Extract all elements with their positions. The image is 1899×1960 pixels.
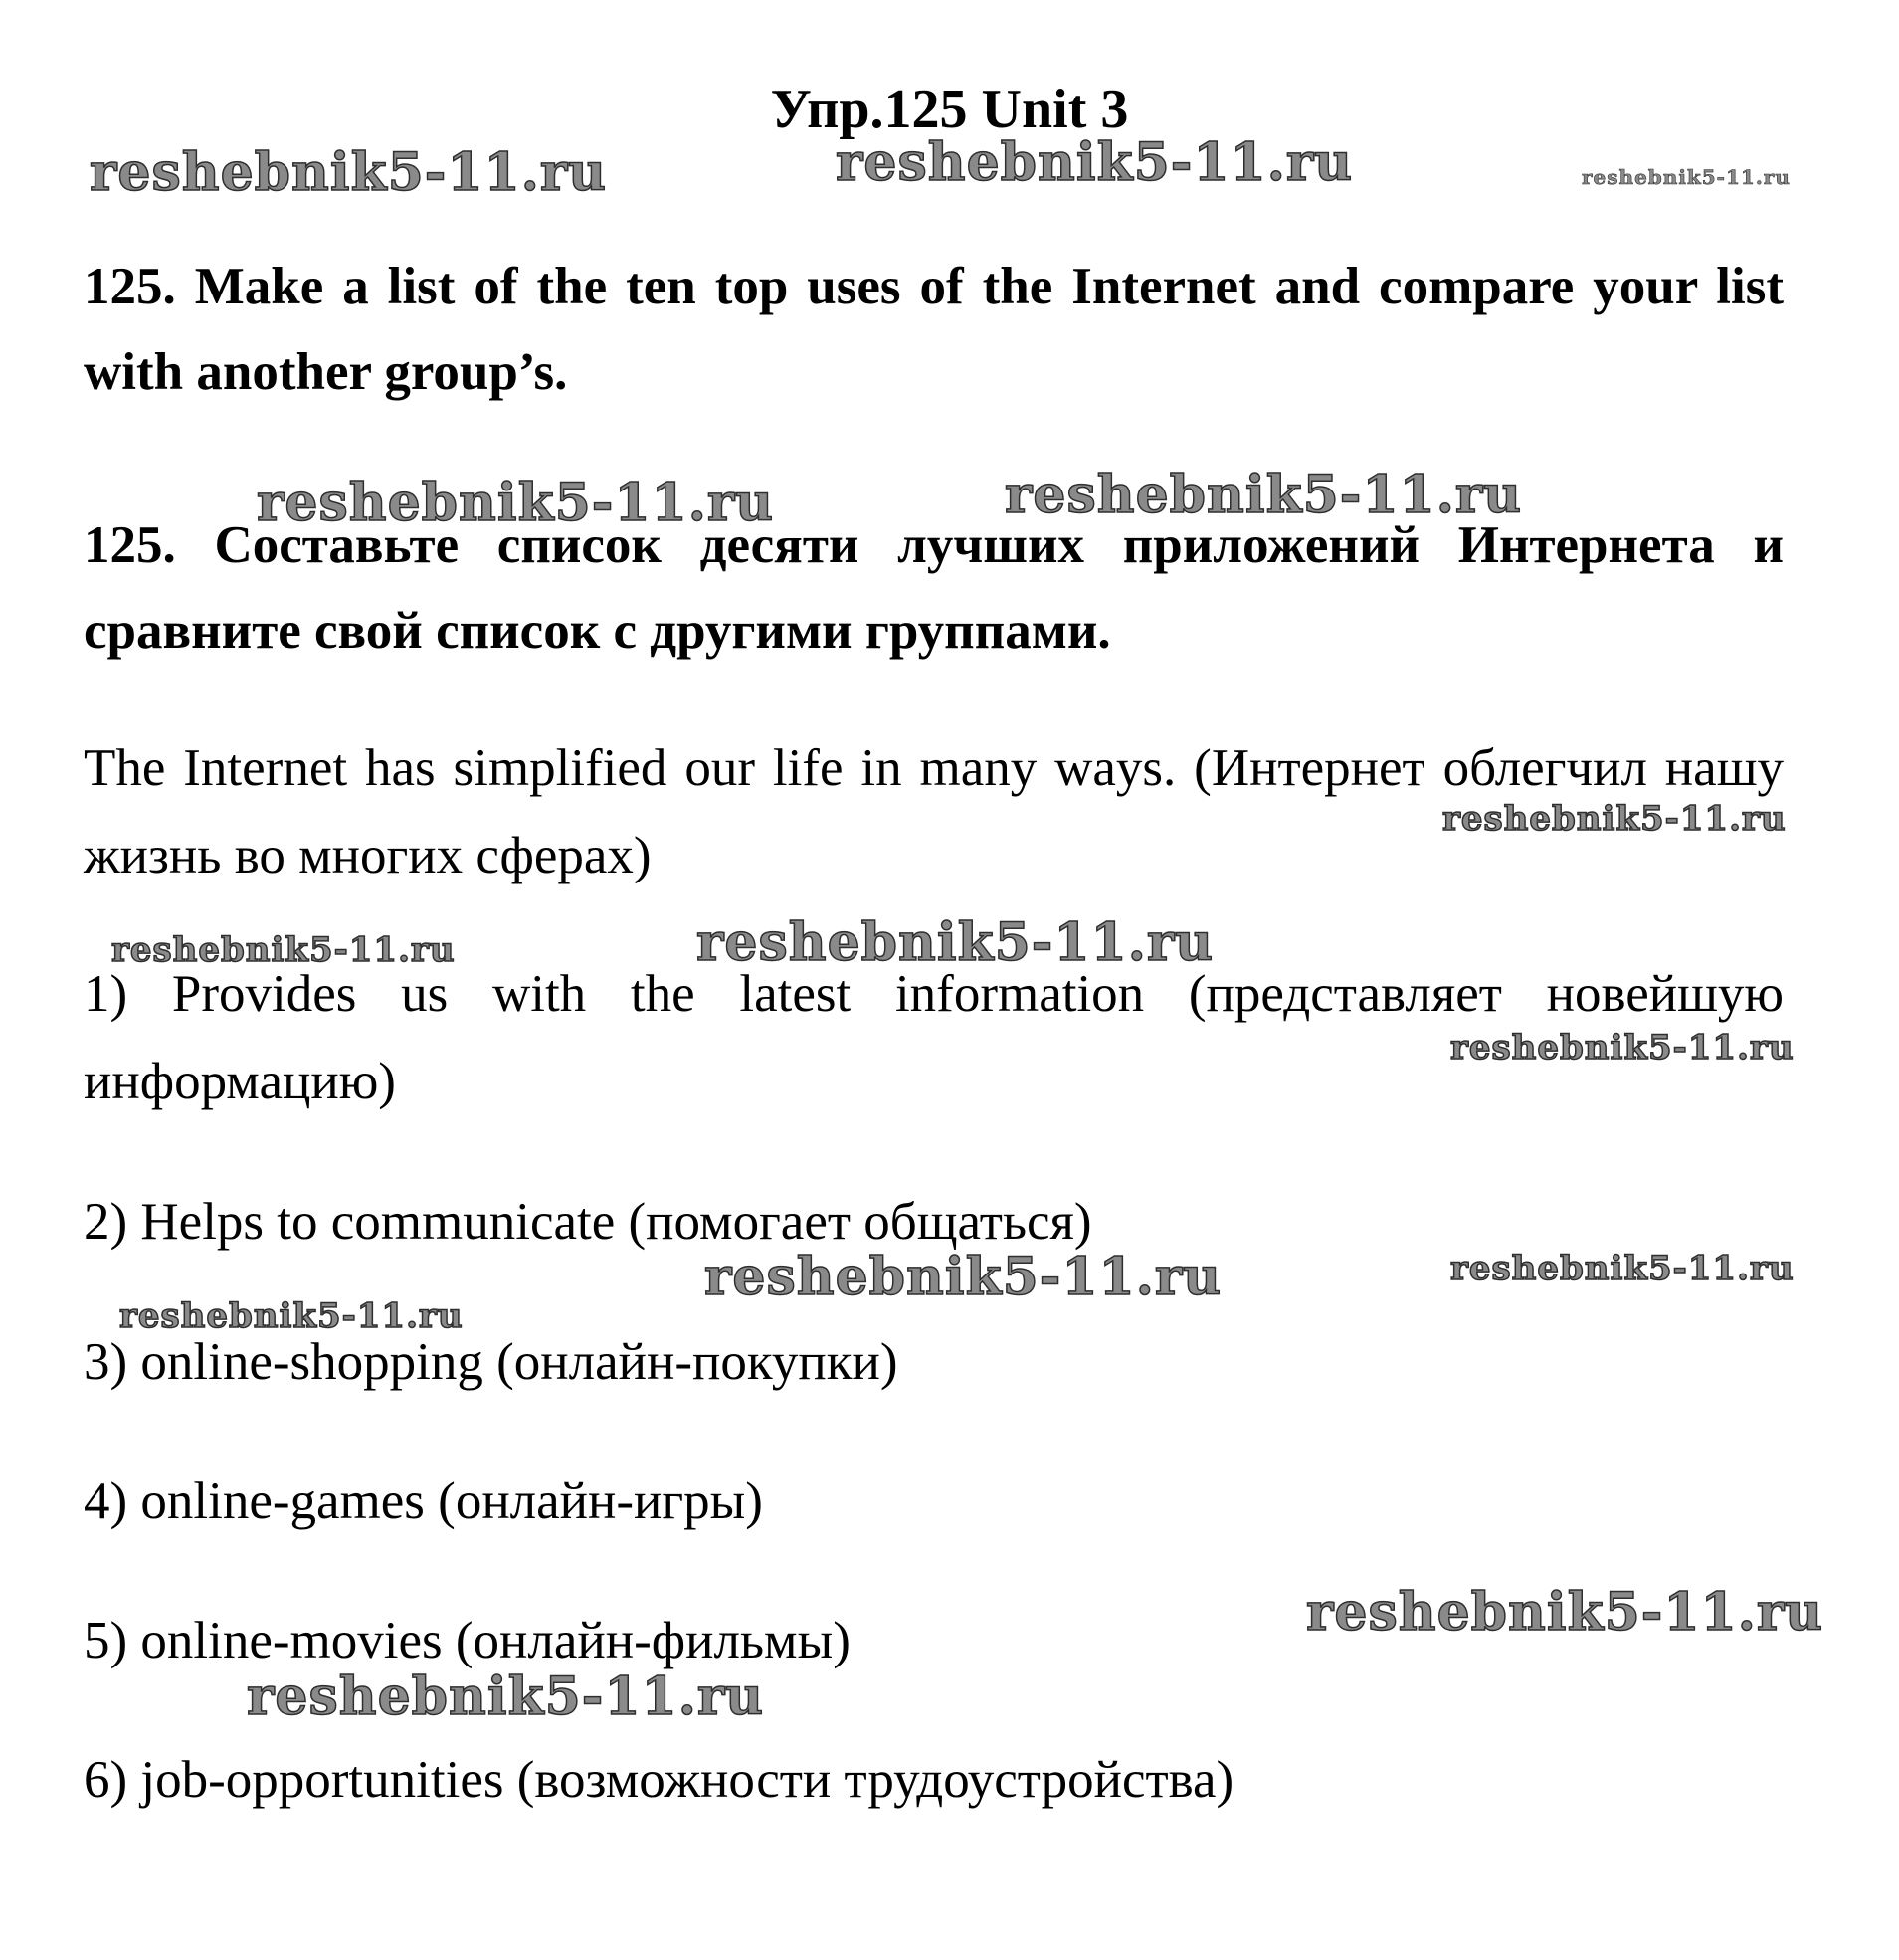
watermark: reshebnik5-11.ru — [1582, 165, 1791, 189]
watermark: reshebnik5-11.ru — [257, 473, 775, 533]
watermark: reshebnik5-11.ru — [1306, 1582, 1824, 1643]
task-english: 125. Make a list of the ten top uses of the Internet and compare your list with another group’s. — [84, 258, 1784, 401]
list-item-1: 1) Provides us with the latest information (представляет новейшую информацию) — [84, 965, 1784, 1110]
watermark: reshebnik5-11.ru — [836, 132, 1354, 193]
watermark: reshebnik5-11.ru — [90, 142, 608, 203]
list-item-5: 5) online-movies (онлайн-фильмы) — [84, 1612, 851, 1669]
intro-paragraph: The Internet has simplified our life in many ways. (Интернет облегчил нашу жизнь во многих сферах) — [84, 739, 1784, 884]
watermark: reshebnik5-11.ru — [1450, 1249, 1795, 1288]
watermark: reshebnik5-11.ru — [247, 1666, 765, 1727]
list-item-3: 3) online-shopping (онлайн-покупки) — [84, 1333, 898, 1391]
watermark: reshebnik5-11.ru — [696, 912, 1215, 973]
page-title: Упр.125 Unit 3 — [770, 79, 1129, 140]
watermark: reshebnik5-11.ru — [119, 1296, 464, 1336]
list-item-2: 2) Helps to communicate (помогает общаться) — [84, 1193, 1092, 1251]
list-item-4: 4) online-games (онлайн-игры) — [84, 1472, 763, 1530]
watermark: reshebnik5-11.ru — [1450, 1028, 1795, 1068]
watermark: reshebnik5-11.ru — [1005, 465, 1523, 525]
watermark: reshebnik5-11.ru — [111, 930, 456, 970]
watermark: reshebnik5-11.ru — [1442, 799, 1787, 839]
task-russian: 125. Составьте список десяти лучших приложений Интернета и сравните свой список с другими группами. — [84, 516, 1784, 660]
list-item-6: 6) job-opportunities (возможности трудоустройства) — [84, 1751, 1234, 1809]
watermark: reshebnik5-11.ru — [704, 1247, 1223, 1307]
